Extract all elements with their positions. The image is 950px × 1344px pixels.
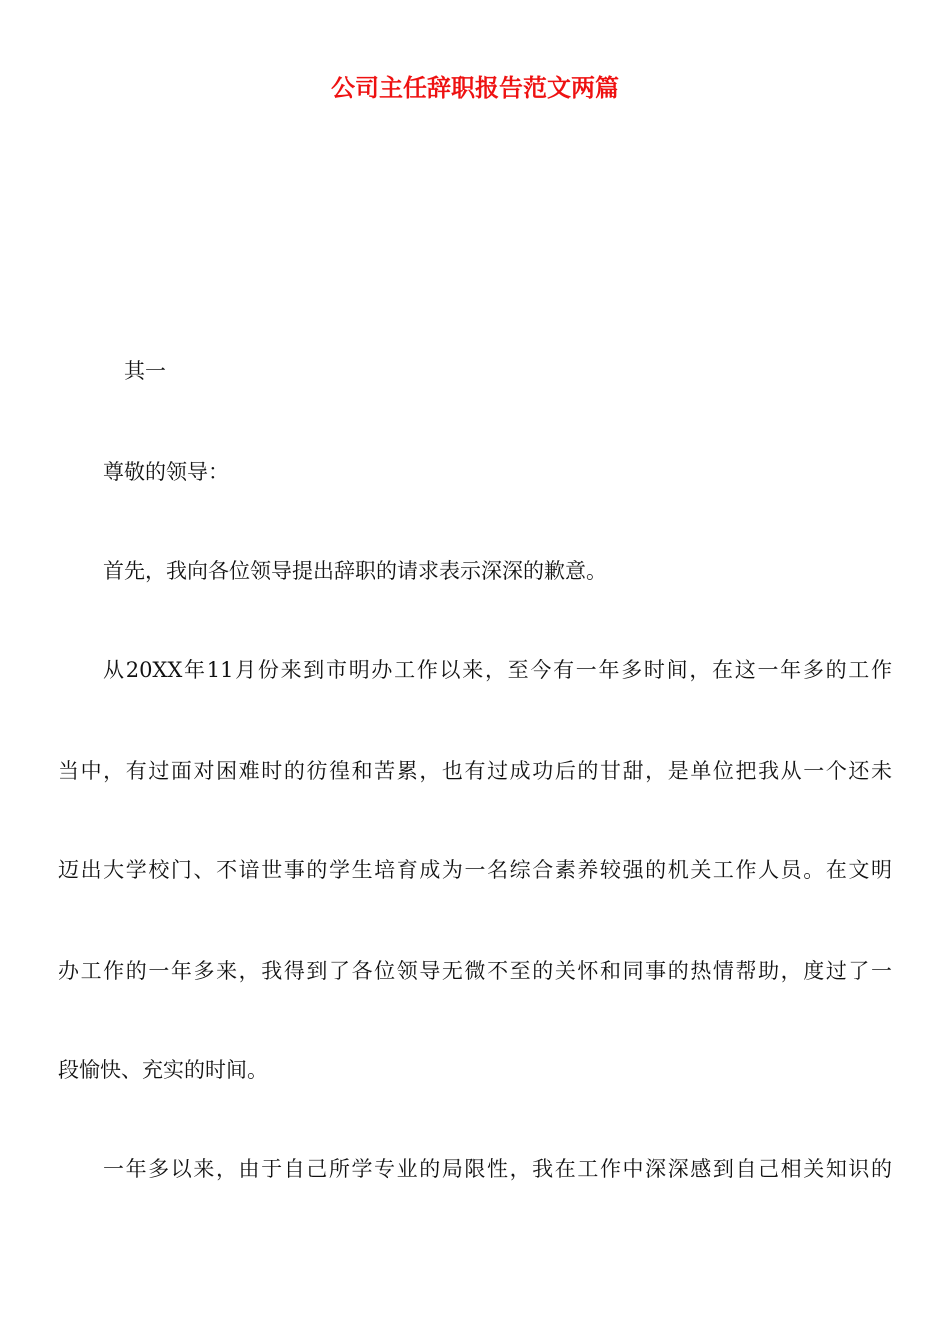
- paragraph-line: 一年多以来，由于自己所学专业的局限性，我在工作中深深感到自己相关知识的: [103, 1157, 892, 1181]
- document-title: 公司主任辞职报告范文两篇: [331, 74, 619, 102]
- section-label: 其一: [124, 359, 166, 383]
- paragraph-line: 段愉快、充实的时间。: [58, 1058, 268, 1082]
- paragraph-line: 办工作的一年多来，我得到了各位领导无微不至的关怀和同事的热情帮助，度过了一: [58, 959, 892, 983]
- paragraph-line: 当中，有过面对困难时的彷徨和苦累，也有过成功后的甘甜，是单位把我从一个还未: [58, 759, 892, 783]
- paragraph-line: 从20XX年11月份来到市明办工作以来，至今有一年多时间，在这一年多的工作: [103, 658, 892, 682]
- paragraph-line: 首先，我向各位领导提出辞职的请求表示深深的歉意。: [103, 559, 607, 583]
- salutation: 尊敬的领导：: [103, 460, 229, 484]
- paragraph-line: 迈出大学校门、不谙世事的学生培育成为一名综合素养较强的机关工作人员。在文明: [58, 858, 892, 882]
